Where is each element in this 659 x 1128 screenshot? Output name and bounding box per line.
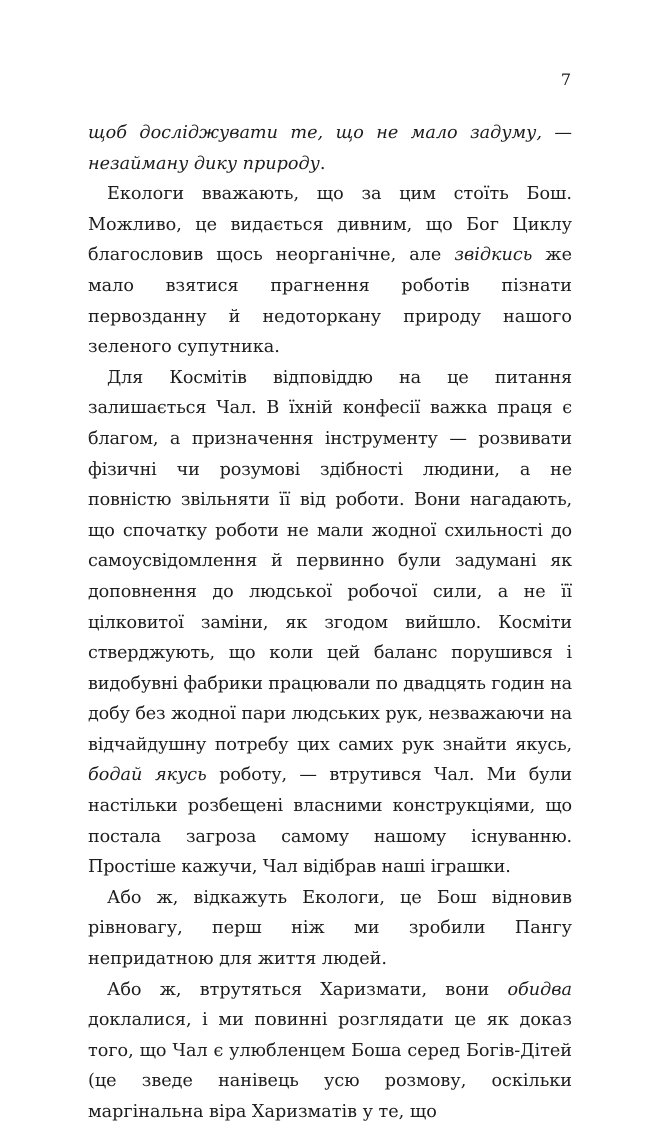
- text-segment: роботу, — втрутився Чал. Ми були настільки розбещені власними конструкціями, що постала загроза самому нашому існуванню. Простіше кажучи, Чал відібрав наші іграшки.: [88, 765, 572, 878]
- text-segment: же мало взятися прагнення роботів пізнати первозданну й недоторкану природу нашого зеленого супутника.: [88, 245, 572, 358]
- text-segment: Екологи вважають, що за цим стоїть Бош. Можливо, це видається дивним, що Бог Циклу благословив щось неорганічне, але: [88, 184, 572, 266]
- text-segment: Або ж, відкажуть Екологи, це Бош відновив рівновагу, перш ніж ми зробили Пангу непридатною для життя людей.: [88, 887, 572, 970]
- paragraph: [88, 975, 572, 1128]
- italic-segment: обидва: [507, 979, 572, 1000]
- text-segment: .: [319, 153, 326, 174]
- paragraph: [88, 118, 572, 179]
- text-segment: Або ж, втрутяться Харизмати, вони: [107, 979, 508, 1000]
- text-segment: доклалися, і ми повинні розглядати це як доказ того, що Чал є улюбленцем Боша серед Богів-Дітей (це зведе нанівець усю розмову, оскільки маргінальна віра Харизматів у те, що: [88, 1010, 572, 1122]
- italic-segment: бодай якусь: [88, 765, 207, 786]
- page-number: 7: [560, 70, 571, 89]
- paragraph: [88, 883, 572, 975]
- italic-segment: щоб досліджувати те, що не мало задуму, — незайману дику природу: [88, 123, 572, 174]
- paragraph: [88, 363, 572, 883]
- body-text: [88, 118, 572, 1128]
- text-segment: Для Космітів відповіддю на це питання залишається Чал. В їхній конфесії важка праця є благом, а призначення інструменту — розвивати фізичні чи розумові здібності людини, а не повністю звільняти її від роботи. Вони нагадають, що спочатку роботи не мали жодної схильності до самоусвідомлення й первинно були задумані як доповнення до людської робочої сили, а не її цілковитої заміни, як згодом вийшло. Косміти стверджують, що коли цей баланс порушився і видобувні фабрики працювали по двадцять годин на добу без жодної пари людських рук, незважаючи на відчайдушну потребу цих самих рук знайти якусь,: [88, 367, 572, 755]
- italic-segment: звідкись: [454, 245, 533, 266]
- paragraph: [88, 179, 572, 363]
